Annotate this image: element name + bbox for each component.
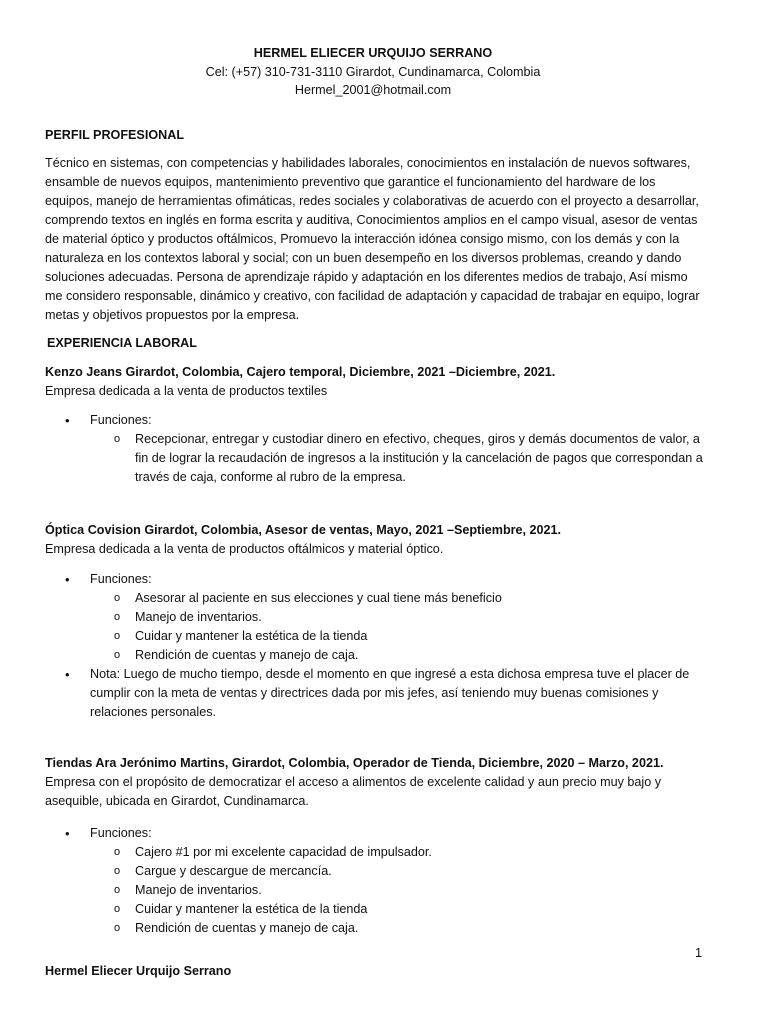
list-item (90, 627, 705, 646)
job-entry (45, 754, 705, 811)
experience-title: EXPERIENCIA LABORAL (47, 336, 197, 350)
list-item (90, 919, 705, 938)
function-text: Cuidar y mantener la estética de la tienda (135, 629, 368, 643)
job-heading: Tiendas Ara Jerónimo Martins, Girardot, Colombia, Operador de Tienda, Diciembre, 2020 – Marzo, 2021. (45, 756, 664, 770)
job-entry (45, 363, 705, 401)
email-address: Hermel_2001@hotmail.com (294, 83, 452, 97)
applicant-name: HERMEL ELIECER URQUIJO SERRANO (253, 46, 493, 60)
list-item (90, 862, 705, 881)
list-item (90, 900, 705, 919)
profile-section (45, 126, 705, 145)
job-description: Empresa dedicada a la venta de productos oftálmicos y material óptico. (45, 542, 444, 556)
function-text: Cuidar y mantener la estética de la tienda (135, 902, 368, 916)
footer-name: Hermel Eliecer Urquijo Serrano (45, 964, 232, 978)
contact-line: Cel: (+57) 310-731-3110 Girardot, Cundinamarca, Colombia (205, 64, 541, 79)
list-item (90, 430, 705, 487)
job-functions (45, 824, 705, 938)
job-functions (45, 411, 705, 487)
function-text: Manejo de inventarios. (135, 610, 262, 624)
page-number: 1 (694, 946, 702, 960)
list-item (45, 824, 705, 938)
list-item (45, 570, 705, 665)
function-text: Manejo de inventarios. (135, 883, 262, 897)
list-item (90, 843, 705, 862)
job-description: Empresa con el propósito de democratizar el acceso a alimentos de excelente calidad y aun precio muy bajo y asequible, ubicada en Girardot, Cundinamarca. (45, 775, 662, 808)
list-item (90, 589, 705, 608)
job-heading: Óptica Covision Girardot, Colombia, Asesor de ventas, Mayo, 2021 –Septiembre, 2021. (45, 523, 562, 537)
list-item (90, 881, 705, 900)
function-text: Cajero #1 por mi excelente capacidad de impulsador. (135, 845, 432, 859)
list-item (90, 646, 705, 665)
job-heading: Kenzo Jeans Girardot, Colombia, Cajero temporal, Diciembre, 2021 –Diciembre, 2021. (45, 365, 556, 379)
function-text: Recepcionar, entregar y custodiar dinero en efectivo, cheques, giros y demás documentos de valor, a fin de lograr la recaudación de ingresos a la institución y la cancelación de pagos que correspondan a través de caja, conforme al rubro de la empresa. (135, 432, 703, 484)
list-item (90, 608, 705, 627)
function-text: Rendición de cuentas y manejo de caja. (135, 921, 359, 935)
job-note: Nota: Luego de mucho tiempo, desde el momento en que ingresé a esta dichosa empresa tuve el placer de cumplir con la meta de ventas y directrices dada por mis jefes, así teniendo muy buenas comisiones y relaciones personales. (90, 667, 690, 719)
profile-text: Técnico en sistemas, con competencias y habilidades laborales, conocimientos en instalación de nuevos softwares, ensamble de nuevos equipos, mantenimiento preventivo que garantice el funcionamiento del hardware de los equipos, manejo de herramientas ofimáticas, redes sociales y colaborativas de acuerdo con el proyecto a desarrollar, comprendo textos en inglés en forma escrita y auditiva, Conocimientos amplios en el campo visual, asesor de ventas de material óptico y productos oftálmicos, Promuevo la interacción idónea consigo mismo, con los demás y con la naturaleza en los contextos laboral y social; con un buen desempeño en los diversos problemas, creando y dando soluciones adecuadas. Persona de aprendizaje rápido y adaptación en los diferentes medios de trabajo, Así mismo me considero responsable, dinámico y creativo, con facilidad de adaptación y capacidad de trabajar en equipo, lograr metas y objetivos propuestos por la empresa. (45, 156, 700, 322)
job-functions (45, 570, 705, 722)
function-text: Asesorar al paciente en sus elecciones y cual tiene más beneficio (135, 591, 502, 605)
resume-header (0, 44, 746, 100)
experience-section (47, 334, 707, 353)
list-item (45, 411, 705, 487)
profile-body (45, 154, 705, 325)
functions-label: Funciones: (90, 413, 152, 427)
profile-title: PERFIL PROFESIONAL (45, 128, 185, 142)
functions-label: Funciones: (90, 826, 152, 840)
function-text: Rendición de cuentas y manejo de caja. (135, 648, 359, 662)
job-description: Empresa dedicada a la venta de productos textiles (45, 384, 328, 398)
list-item (45, 665, 705, 722)
job-entry (45, 521, 705, 559)
function-text: Cargue y descargue de mercancía. (135, 864, 332, 878)
functions-label: Funciones: (90, 572, 152, 586)
